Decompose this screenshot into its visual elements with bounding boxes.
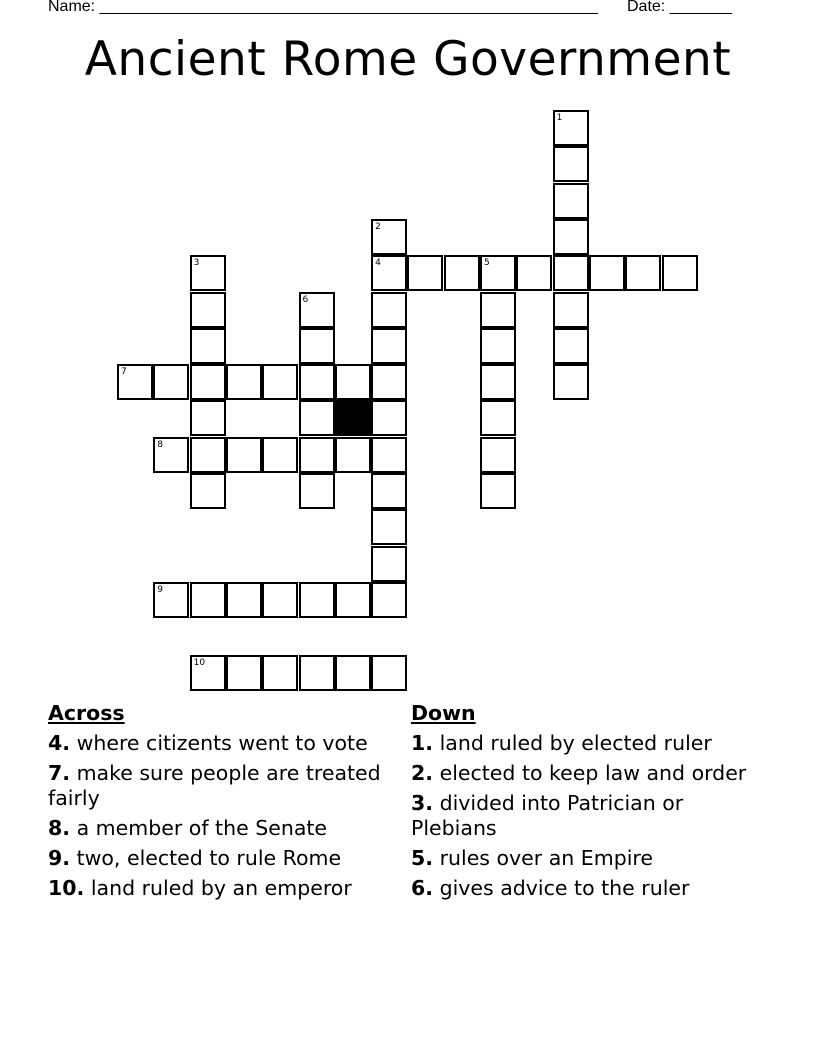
grid-cell[interactable] [371, 255, 407, 291]
grid-cell[interactable] [299, 655, 335, 691]
grid-cell[interactable] [299, 582, 335, 618]
grid-cell[interactable] [153, 437, 189, 473]
grid-cell[interactable] [371, 509, 407, 545]
clue-number-label: 7 [121, 367, 127, 378]
clue-down-5 [411, 846, 751, 871]
grid-cell[interactable] [553, 219, 589, 255]
grid-cell[interactable] [262, 364, 298, 400]
grid-cell[interactable] [371, 328, 407, 364]
clue-down-6 [411, 876, 751, 901]
clue-text: land ruled by elected ruler [433, 731, 712, 755]
clue-number-label: 6 [302, 294, 309, 305]
grid-cell[interactable] [299, 400, 335, 436]
grid-cell[interactable] [553, 110, 589, 146]
grid-cell[interactable] [190, 473, 226, 509]
black-square [335, 400, 371, 436]
grid-cell[interactable] [190, 400, 226, 436]
grid-cell[interactable] [371, 655, 407, 691]
clue-number-label: 9 [157, 584, 164, 595]
grid-cell[interactable] [625, 255, 661, 291]
grid-cell[interactable] [299, 473, 335, 509]
clue-text: divided into Patrician or Plebians [411, 791, 684, 840]
clue-number-label: 10 [193, 657, 206, 668]
clue-across-10 [48, 876, 398, 901]
grid-cell[interactable] [299, 328, 335, 364]
grid-cell[interactable] [480, 364, 516, 400]
clue-across-7 [48, 761, 398, 811]
grid-cell[interactable] [371, 400, 407, 436]
clue-number: 8. [48, 816, 71, 840]
grid-cell[interactable] [371, 219, 407, 255]
grid-cell[interactable] [262, 655, 298, 691]
grid-cell[interactable] [371, 437, 407, 473]
grid-cell[interactable] [553, 364, 589, 400]
grid-cell[interactable] [516, 255, 552, 291]
date-label: Date: _______ [627, 0, 732, 15]
clue-number-label: 2 [375, 221, 381, 232]
grid-cell[interactable] [190, 292, 226, 328]
grid-cell[interactable] [371, 546, 407, 582]
clue-text: elected to keep law and order [433, 761, 747, 785]
clue-number-label: 3 [193, 258, 200, 269]
across-heading: Across [48, 701, 125, 725]
grid-cell[interactable] [190, 582, 226, 618]
clue-number: 4. [48, 731, 71, 755]
grid-cell[interactable] [335, 364, 371, 400]
grid-cell[interactable] [335, 582, 371, 618]
clue-text: rules over an Empire [433, 846, 654, 870]
clue-number-label: 1 [556, 113, 563, 123]
grid-cell[interactable] [371, 473, 407, 509]
clue-text: land ruled by an emperor [84, 876, 352, 900]
grid-cell[interactable] [480, 292, 516, 328]
clue-down-1 [411, 731, 751, 756]
grid-cell[interactable] [190, 328, 226, 364]
grid-cell[interactable] [553, 146, 589, 182]
grid-cell[interactable] [553, 292, 589, 328]
grid-cell[interactable] [153, 364, 189, 400]
grid-cell[interactable] [226, 364, 262, 400]
grid-cell[interactable] [553, 255, 589, 291]
grid-cell[interactable] [299, 437, 335, 473]
grid-cell[interactable] [226, 437, 262, 473]
grid-cell[interactable] [226, 582, 262, 618]
grid-cell[interactable] [480, 473, 516, 509]
grid-cell[interactable] [371, 582, 407, 618]
clue-down-3 [411, 791, 751, 841]
grid-cell[interactable] [262, 437, 298, 473]
grid-cell[interactable] [371, 364, 407, 400]
clue-number: 5. [411, 846, 434, 870]
clue-number-label: 5 [484, 258, 490, 269]
clue-across-9 [48, 846, 398, 871]
grid-cell[interactable] [662, 255, 698, 291]
clue-number: 10. [48, 876, 85, 900]
page-title: Ancient Rome Government [84, 32, 732, 87]
clue-number: 6. [411, 876, 434, 900]
clue-text: two, elected to rule Rome [70, 846, 342, 870]
clue-across-4 [48, 731, 398, 756]
clue-number-label: 8 [157, 439, 164, 450]
clue-number-label: 4 [375, 258, 381, 269]
down-heading: Down [411, 701, 476, 725]
grid-cell[interactable] [407, 255, 443, 291]
grid-cell[interactable] [589, 255, 625, 291]
grid-cell[interactable] [553, 183, 589, 219]
name-label: Name: ________________________________________________________ [48, 0, 598, 15]
clue-text: gives advice to the ruler [433, 876, 690, 900]
grid-cell[interactable] [335, 437, 371, 473]
clue-number: 1. [411, 731, 434, 755]
grid-cell[interactable] [190, 255, 226, 291]
clue-number: 7. [48, 761, 71, 785]
grid-cell[interactable] [190, 655, 226, 691]
clue-down-2 [411, 761, 751, 786]
clue-number: 9. [48, 846, 71, 870]
grid-cell[interactable] [553, 328, 589, 364]
grid-cell[interactable] [299, 292, 335, 328]
grid-cell[interactable] [480, 437, 516, 473]
grid-cell[interactable] [480, 400, 516, 436]
grid-cell[interactable] [190, 437, 226, 473]
down-clues [411, 701, 751, 906]
grid-cell[interactable] [480, 328, 516, 364]
clue-text: where citizents went to vote [70, 731, 368, 755]
grid-cell[interactable] [190, 364, 226, 400]
grid-cell[interactable] [153, 582, 189, 618]
clue-number: 3. [411, 791, 434, 815]
grid-cell[interactable] [117, 364, 153, 400]
across-clues [48, 701, 398, 906]
clue-text: make sure people are treated fairly [48, 761, 381, 810]
grid-cell[interactable] [226, 655, 262, 691]
grid-cell[interactable] [444, 255, 480, 291]
grid-cell[interactable] [299, 364, 335, 400]
clue-text: a member of the Senate [70, 816, 328, 840]
grid-cell[interactable] [262, 582, 298, 618]
grid-cell[interactable] [371, 292, 407, 328]
grid-cell[interactable] [480, 255, 516, 291]
grid-cell[interactable] [335, 655, 371, 691]
clue-number: 2. [411, 761, 434, 785]
clue-across-8 [48, 816, 398, 841]
